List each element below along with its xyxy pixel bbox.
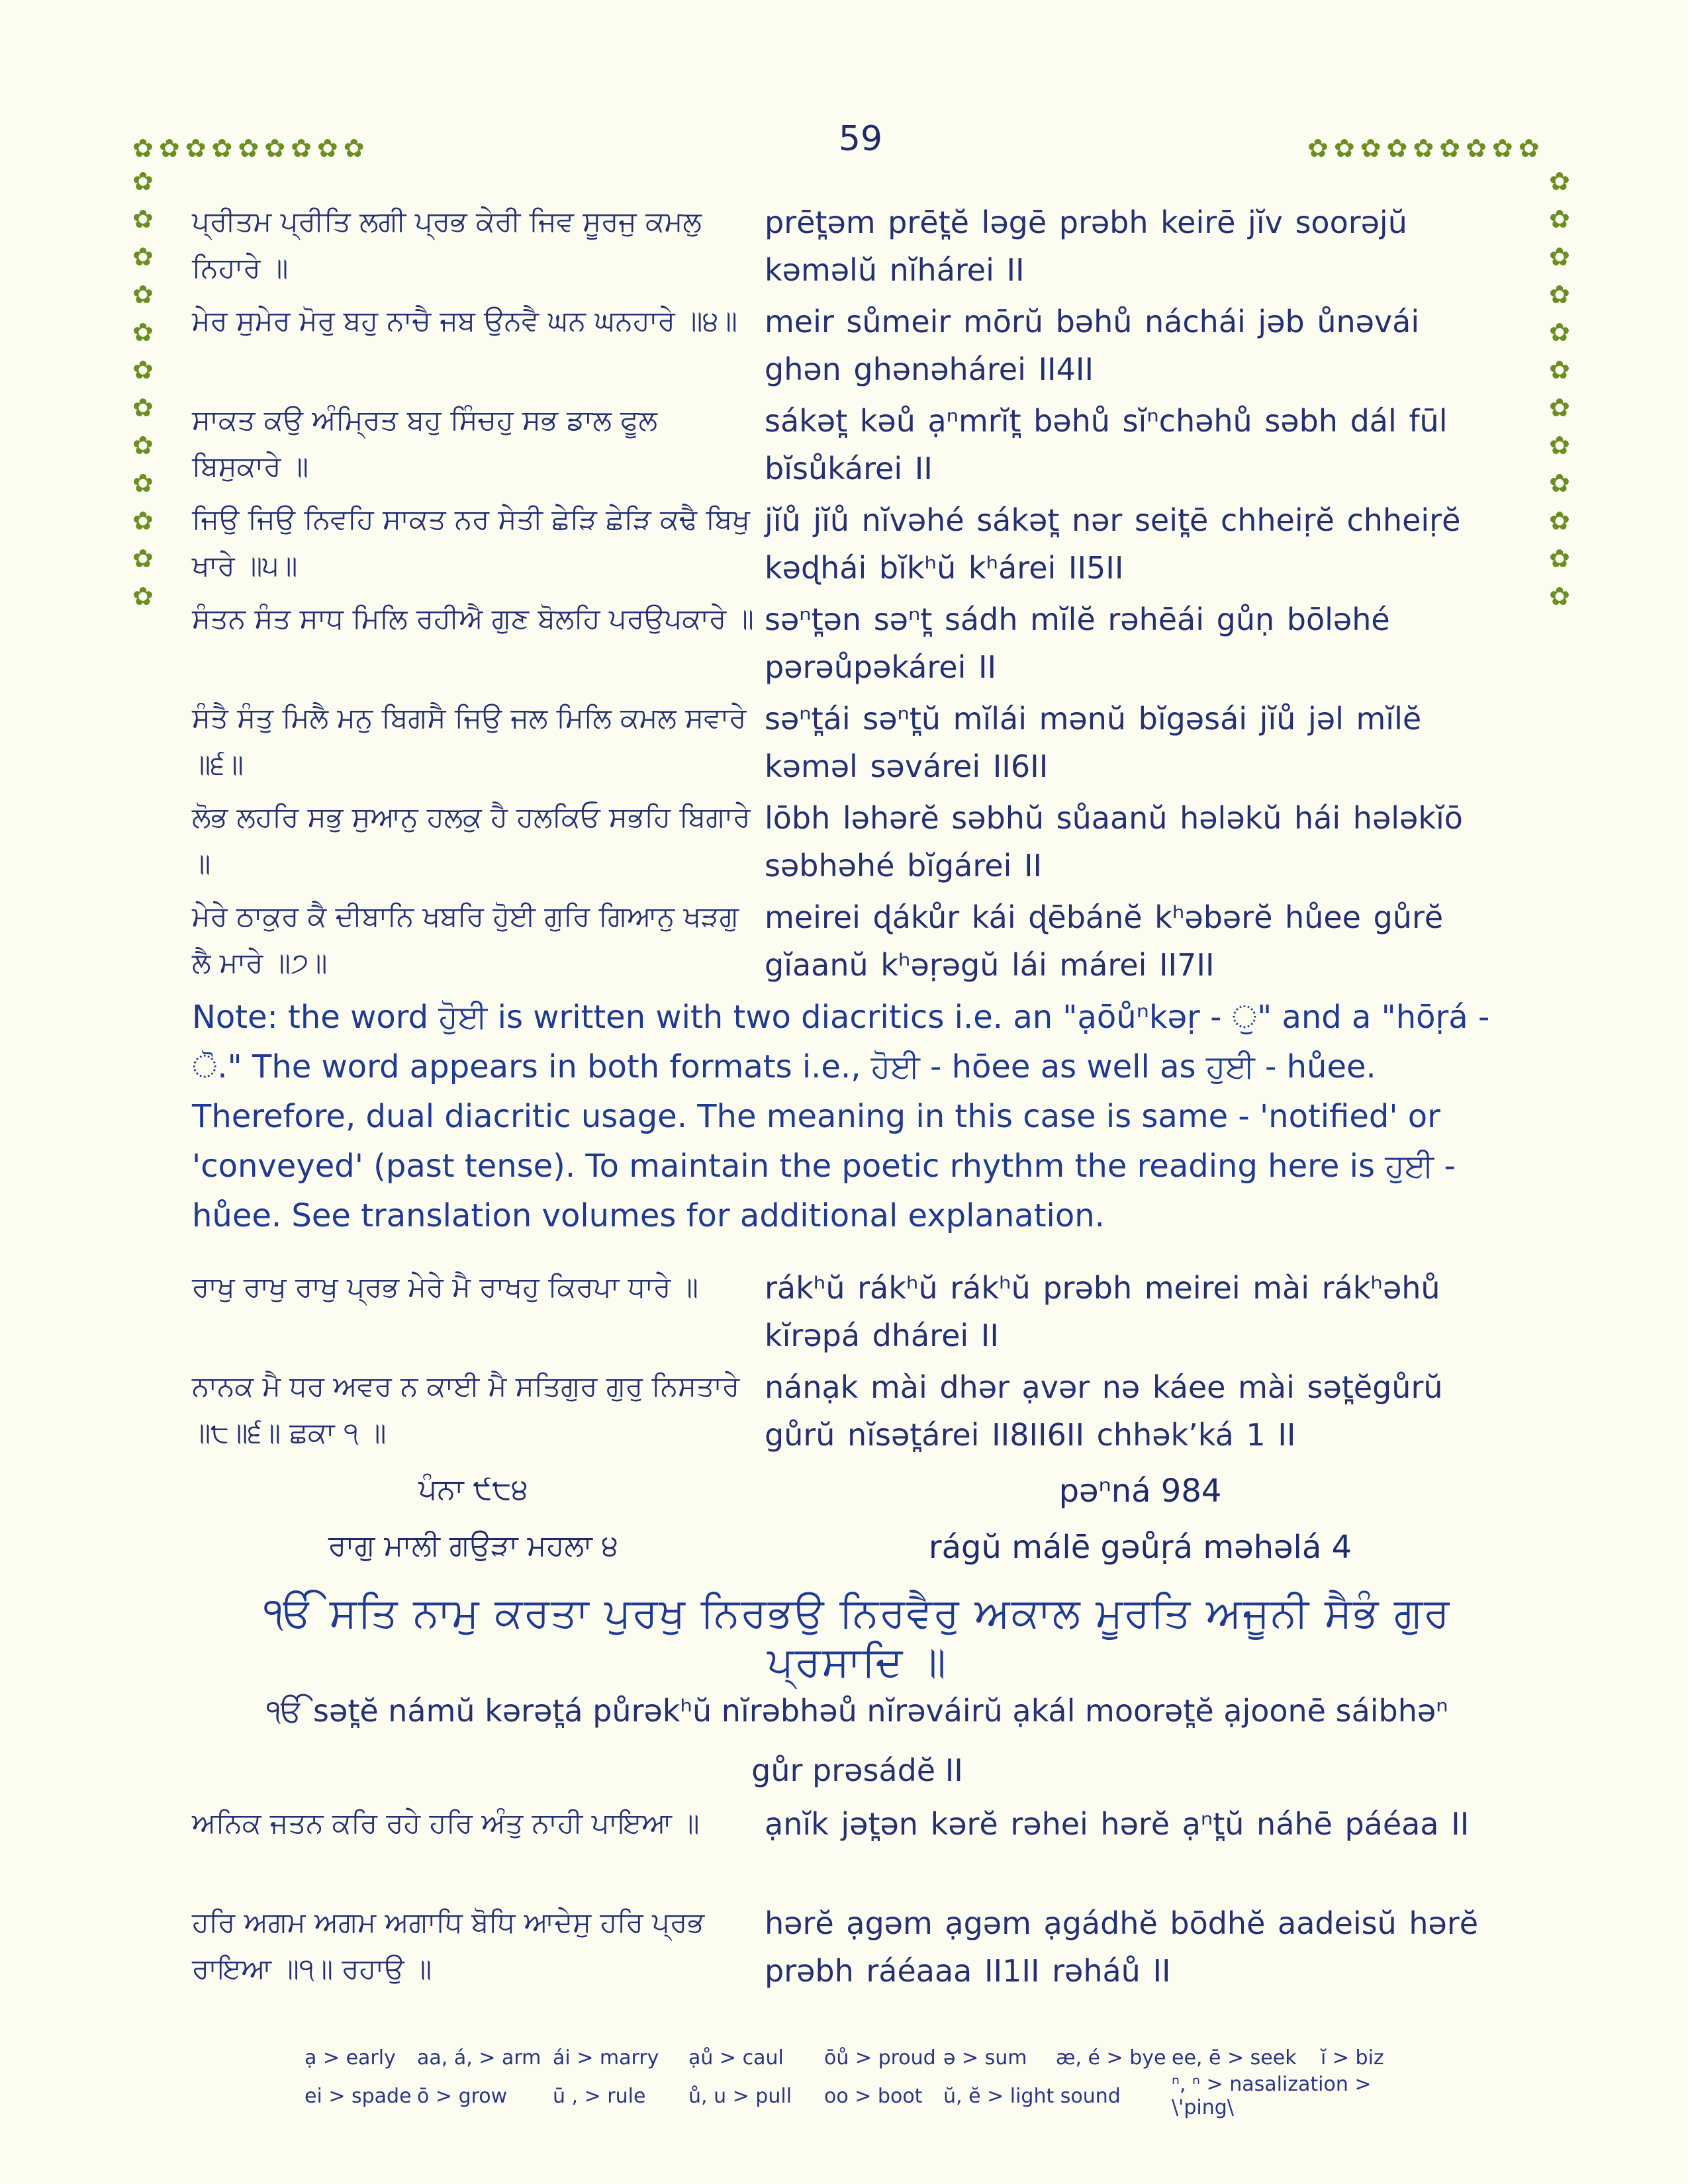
ornament-icon: ✿ [132, 167, 154, 196]
ornament-icon: ✿ [343, 134, 365, 163]
ornament-icon: ✿ [1549, 205, 1570, 234]
gurmukhi-verse: ਰਾਖੁ ਰਾਖੁ ਰਾਖੁ ਪ੍ਰਭ ਮੇਰੇ ਮੈ ਰਾਖਹੁ ਕਿਰਪਾ ਧਾਰੇ ॥ [192, 1271, 698, 1303]
raag-translit: rágŭ málē gəůṛá məhəlá 4 [928, 1529, 1352, 1566]
transliteration: meirei ɖákůr kái ɖēbánĕ kʰəbərĕ hůee gůrĕ gĭaanŭ kʰəṛəgŭ lái márei II7II [765, 899, 1444, 983]
ornament-icon: ✿ [1549, 318, 1570, 347]
legend-item: ái > marry [553, 2046, 659, 2070]
ornament-icon: ✿ [132, 280, 154, 309]
ornament-icon: ✿ [1333, 134, 1355, 163]
transliteration: lōbh ləhərĕ səbhŭ sůaanŭ hələkŭ hái hələkĭō səbhəhé bĭgárei II [765, 800, 1463, 884]
ornament-icon: ✿ [185, 134, 207, 163]
legend-item: ō > grow [417, 2084, 508, 2108]
ornament-icon: ✿ [1439, 134, 1461, 163]
gurmukhi-verse: ਨਾਨਕ ਮੈ ਧਰ ਅਵਰ ਨ ਕਾਈ ਮੈ ਸਤਿਗੁਰ ਗੁਰੁ ਨਿਸਤਾਰੇ ॥੮॥੬॥ ਛਕਾ ੧ ॥ [192, 1370, 740, 1449]
ornament-icon: ✿ [1413, 134, 1434, 163]
ornament-icon: ✿ [1466, 134, 1487, 163]
ornament-icon: ✿ [1549, 506, 1570, 535]
legend-item: oo > boot [824, 2084, 923, 2108]
legend-item: ạů > caul [688, 2046, 784, 2070]
gurmukhi-verse: ਪ੍ਰੀਤਮ ਪ੍ਰੀਤਿ ਲਗੀ ਪ੍ਰਭ ਕੇਰੀ ਜਿਵ ਸੂਰਜੁ ਕਮਲੁ ਨਿਹਾਰੇ ॥ [192, 205, 702, 284]
ornament-icon: ✿ [1360, 134, 1382, 163]
ornament-icon: ✿ [132, 582, 154, 611]
gurmukhi-verse: ਸੰਤੈ ਸੰਤੁ ਮਿਲੈ ਮਨੁ ਬਿਗਸੈ ਜਿਉ ਜਲ ਮਿਲਿ ਕਮਲ ਸਵਾਰੇ ॥੬॥ [192, 702, 747, 780]
ornament-icon: ✿ [1549, 469, 1570, 498]
legend-item: ů, u > pull [688, 2084, 792, 2108]
transliteration: nánạk mài dhər ạvər nə káee mài sət̪ĕgůrŭ gůrŭ nĭsət̪árei II8II6II chhək’ká 1 II [765, 1369, 1443, 1453]
legend-row [305, 2038, 1496, 2077]
ornament-icon: ✿ [238, 134, 259, 163]
gurmukhi-verse: ਮੇਰ ਸੁਮੇਰ ਮੋਰੁ ਬਹੁ ਨਾਚੈ ਜਬ ਉਨਵੈ ਘਨ ਘਨਹਾਰੇ ॥੪॥ [192, 304, 737, 337]
ornament-icon: ✿ [1518, 134, 1540, 163]
ornament-icon: ✿ [1549, 544, 1570, 573]
ornament-icon: ✿ [132, 205, 154, 234]
legend-item: ạ > early [305, 2046, 396, 2070]
legend-row [305, 2073, 1496, 2119]
page-number: 59 [838, 119, 883, 159]
ornament-icon: ✿ [1549, 242, 1570, 271]
ornament-icon: ✿ [1307, 134, 1329, 163]
ornament-icon: ✿ [132, 355, 154, 385]
ornament-icon: ✿ [158, 134, 180, 163]
ornament-left-column [132, 169, 154, 609]
gurmukhi-verse: ਸੰਤਨ ਸੰਤ ਸਾਧ ਮਿਲਿ ਰਹੀਐ ਗੁਣ ਬੋਲਹਿ ਪਰਉਪਕਾਰੇ ॥ [192, 602, 754, 635]
transliteration: prēt̪əm prēt̪ĕ ləgē prəbh keirē jĭv soorəjŭ kəməlŭ nĭhárei II [765, 205, 1407, 288]
ornament-icon: ✿ [1491, 134, 1513, 163]
transliteration: ạnĭk jət̪ən kərĕ rəhei hərĕ ạⁿt̪ŭ náhē páéaa II [765, 1806, 1470, 1842]
ornament-icon: ✿ [132, 506, 154, 535]
note-paragraph: Note: the word ਹੋੁਈ is written with two diacritics i.e. an "ạōůⁿkəṛ - ੁ" and a "hōṛá - ੋ." The word appears in both formats i.e., ਹੋਈ - hōee as well as ਹੁਈ - hůee. Therefore, dual diacritic usage. The meaning in this case is same - 'notified' or 'conveyed' (past tense). To maintain the poetic rhythm the reading here is ਹੁਈ - hůee. See translation volumes for additional explanation. [192, 999, 1490, 1234]
mool-mantar-gurmukhi: ੴ ਸਤਿ ਨਾਮੁ ਕਰਤਾ ਪੁਰਖੁ ਨਿਰਭਉ ਨਿਰਵੈਰੁ ਅਕਾਲ ਮੂਰਤਿ ਅਜੂਨੀ ਸੈਭੰ ਗੁਰ ਪ੍ਰਸਾਦਿ ॥ [263, 1588, 1451, 1686]
ornament-top-left [132, 136, 365, 161]
legend-item: ei > spade [305, 2084, 412, 2108]
ornament-icon: ✿ [1549, 167, 1570, 196]
gurmukhi-verse: ਜਿਉ ਜਿਉ ਨਿਵਹਿ ਸਾਕਤ ਨਰ ਸੇਤੀ ਛੇੜਿ ਛੇੜਿ ਕਢੈ ਬਿਖੁ ਖਾਰੇ ॥੫॥ [192, 503, 750, 582]
gurmukhi-verse: ਲੋਭ ਲਹਰਿ ਸਭੁ ਸੁਆਨੁ ਹਲਕੁ ਹੈ ਹਲਕਿਓ ਸਭਹਿ ਬਿਗਾਰੇ ॥ [192, 801, 751, 880]
ornament-icon: ✿ [132, 318, 154, 347]
ornament-icon: ✿ [1549, 393, 1570, 422]
ornament-icon: ✿ [316, 134, 338, 163]
ornament-icon: ✿ [132, 431, 154, 460]
legend-item: aa, á, > arm [417, 2046, 541, 2070]
transliteration: rákʰŭ rákʰŭ rákʰŭ prəbh meirei mài rákʰəhů kĭrəpá dhárei II [765, 1270, 1440, 1353]
ornament-icon: ✿ [1549, 355, 1570, 385]
ornament-icon: ✿ [132, 134, 154, 163]
transliteration: sákət̪ kəů ạⁿmrĭt̪ bəhů sĭⁿchəhů səbh dál fūl bĭsůkárei II [765, 403, 1448, 486]
legend-item: æ, é > bye [1056, 2046, 1166, 2070]
legend-item: ŭ, ĕ > light sound [943, 2084, 1121, 2108]
ornament-icon: ✿ [211, 134, 233, 163]
raag-gurmukhi: ਰਾਗੁ ਮਾਲੀ ਗਉੜਾ ਮਹਲਾ ੪ [328, 1529, 619, 1563]
pronunciation-legend [305, 2038, 1496, 2119]
legend-item: ə > sum [943, 2046, 1027, 2070]
gurmukhi-verse: ਮੇਰੇ ਠਾਕੁਰ ਕੈ ਦੀਬਾਨਿ ਖਬਰਿ ਹੋੁਈ ਗੁਰਿ ਗਿਆਨੁ ਖੜਗੁ ਲੈ ਮਾਰੇ ॥੭॥ [192, 900, 739, 979]
legend-item: ū , > rule [553, 2084, 646, 2108]
panna-gurmukhi: ਪੰਨਾ ੯੮੪ [418, 1473, 528, 1506]
legend-item: ĭ > biz [1321, 2046, 1384, 2070]
ornament-icon: ✿ [1549, 280, 1570, 309]
ornament-icon: ✿ [1386, 134, 1408, 163]
ornament-right-column [1549, 169, 1570, 609]
legend-item: ee, ē > seek [1172, 2046, 1297, 2070]
legend-item: ōů > proud [824, 2046, 936, 2070]
transliteration: səⁿt̪ən səⁿt̪ sádh mĭlĕ rəhēái gůṇ bōləhé pərəůpəkárei II [765, 602, 1390, 685]
transliteration: meir sůmeir mōrŭ bəhů náchái jəb ůnəvái ghən ghənəhárei II4II [765, 304, 1420, 387]
ornament-icon: ✿ [132, 469, 154, 498]
ornament-icon: ✿ [1549, 582, 1570, 611]
panna-translit: pəⁿná 984 [1058, 1473, 1222, 1510]
ornament-icon: ✿ [132, 393, 154, 422]
legend-item: ⁿ, ⁿ > nasalization > \'ping\ [1172, 2073, 1372, 2119]
ornament-icon: ✿ [132, 544, 154, 573]
ornament-icon: ✿ [1549, 431, 1570, 460]
gurmukhi-verse: ਸਾਕਤ ਕਉ ਅੰਮ੍ਰਿਤ ਬਹੁ ਸਿੰਚਹੁ ਸਭ ਡਾਲ ਫੂਲ ਬਿਸੁਕਾਰੇ ॥ [192, 404, 658, 482]
ornament-icon: ✿ [264, 134, 286, 163]
transliteration: səⁿt̪ái səⁿt̪ŭ mĭlái mənŭ bĭgəsái jĭů jəl mĭlĕ kəməl səvárei II6II [765, 701, 1422, 784]
ornament-top-right [1307, 136, 1540, 161]
transliteration: hərĕ ạgəm ạgəm ạgádhĕ bōdhĕ aadeisŭ hərĕ prəbh ráéaaa II1II rəháů II [765, 1905, 1479, 1989]
mool-mantar-translit: ੴ sət̪ĕ námŭ kərət̪á půrəkʰŭ nĭrəbhəů nĭrəváirŭ ạkál moorət̪ĕ ạjoonē sáibhəⁿ gůr prəsádĕ II [266, 1693, 1448, 1788]
gurmukhi-verse: ਹਰਿ ਅਗਮ ਅਗਮ ਅਗਾਧਿ ਬੋਧਿ ਆਦੇਸੁ ਹਰਿ ਪ੍ਰਭ ਰਾਇਆ ॥੧॥ ਰਹਾਉ ॥ [192, 1906, 705, 1985]
ornament-icon: ✿ [291, 134, 312, 163]
transliteration: jĭů jĭů nĭvəhé sákət̪ nər seit̪ē chheiṛĕ chheiṛĕ kəɖhái bĭkʰŭ kʰárei II5II [765, 502, 1461, 586]
ornament-icon: ✿ [132, 242, 154, 271]
gurmukhi-verse: ਅਨਿਕ ਜਤਨ ਕਰਿ ਰਹੇ ਹਰਿ ਅੰਤੁ ਨਾਹੀ ਪਾਇਆ ॥ [192, 1807, 700, 1839]
